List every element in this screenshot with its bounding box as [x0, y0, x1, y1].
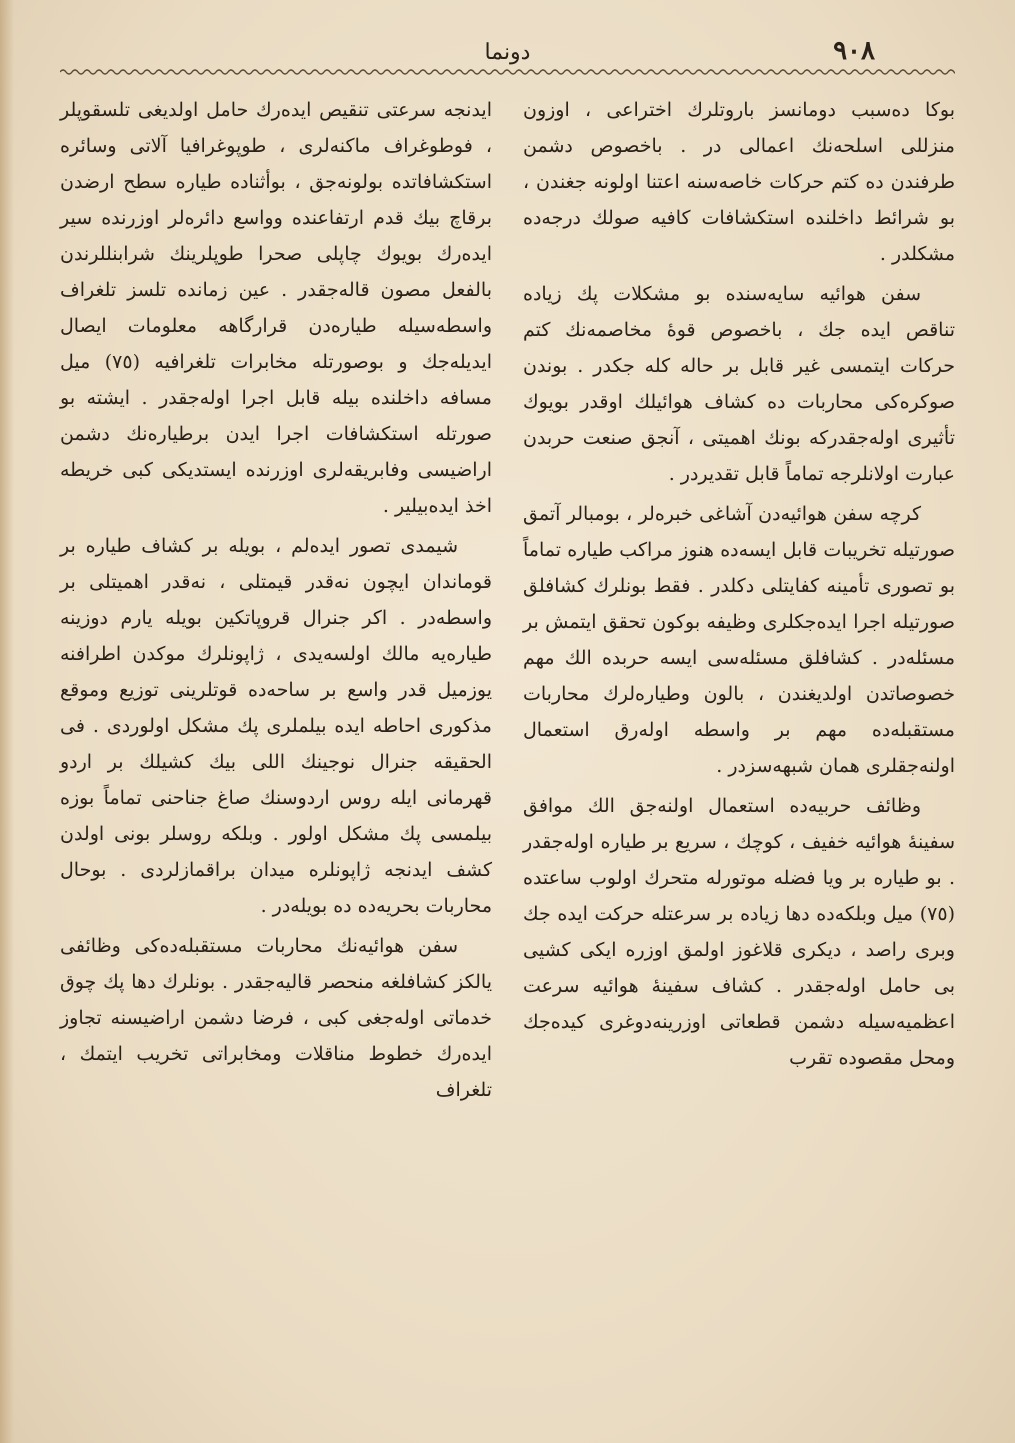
paragraph: كرچە سفن هوائيەدن آشاغى خبرەلر ، بومبالر آتمق صورتيلە تخريبات قابل ايسەدە هنوز مراكب طيارە تماماً بو تصورى تأمينە كفايتلى دكلدر . فقط بونلرك كشافلق صورتيلە اجرا ايدەجكلرى وظيفە بوكون تحقق ايتمش بر مسئلەدر . كشافلق مسئلەسى ايسە حربدە الك مهم خصوصاتدن اولديغندن ، بالون وطيارەلرك محاربات مستقبلەدە مهم بر واسطە اولەرق استعمال اولنەجقلرى همان شبهەسزدر .: [523, 503, 955, 777]
paragraph: سفن هوائيەنك محاربات مستقبلەدەكى وظائفى يالكز كشافلغە منحصر قاليەجقدر . بونلرك دها پك چوق خدماتى اولەجغى كبى ، فرضا دشمن اراضيسنە تجاوز ايدەرك خطوط مناقلات ومخابراتى تخريب ايتمك ، تلغراف: [60, 935, 492, 1101]
paragraph: سفن هوائيە سايەسندە بو مشكلات پك زيادە تناقص ايدە جك ، باخصوص قوۀ مخاصمەنك كتم حركات ايتمسى غير قابل بر حالە كلە جكدر . بوندن صوكرەكى محاربات دە كشاف هوائيلك اوقدر بويوك تأثيرى اولەجقدركە بونك اهميتى ، آنجق صنعت حربدن عبارت اولانلرجە تماماً قابل تقديردر .: [523, 283, 955, 485]
right-column: [523, 92, 955, 1402]
running-title: دونما: [484, 40, 531, 65]
scan-shadow-edge: [0, 0, 14, 1443]
header-wavy-rule: [60, 66, 955, 78]
paragraph: بوكا دەسبب دومانسز باروتلرك اختراعى ، اوزون منزللى اسلحەنك اعمالى در . باخصوص دشمن طرفندن دە كتم حركات خاصەسنە اعتنا اولونە جغندن ، بو شرائط داخلندە استكشافات كافيە صولك درجەدە مشكلدر .: [523, 99, 955, 265]
paragraph: وظائف حربيەدە استعمال اولنەجق الك موافق سفينۀ هوائيە خفيف ، كوچك ، سريع بر طيارە اولەجقدر . بو طيارە بر ويا فضلە موتورلە متحرك اولوب ساعتدە (٧٥) ميل وبلكەدە دها زيادە بر سرعتلە حركت ايدە جك وبرى راصد ، ديكرى قلاغوز اولمق اوزرە ايكى كشيى بى حامل اولەجقدر . كشاف سفينۀ هوائيە سرعت اعظميەسيلە دشمن قطعاتى اوزرينەدوغرى كيدەجك ومحل مقصودە تقرب: [523, 795, 955, 1069]
page-number: ٩٠٨: [833, 36, 875, 66]
paragraph: شيمدى تصور ايدەلم ، بويلە بر كشاف طيارە بر قوماندان ايچون نەقدر قيمتلى ، نەقدر اهميتلى بر واسطەدر . اكر جنرال قروپاتكين بويلە يارم دوزينە طيارەيە مالك اولسەيدى ، ژاپونلرك موكدن اطرافنە يوزميل قدر واسع بر ساحەدە قوتلرينى توزيع وموقع مذكورى احاطە ايدە بيلملرى پك مشكل اولوردى . فى الحقيقە جنرال نوجينك اللى بيك كشيلك بر اردو قهرمانى ايلە روس اردوسنك صاغ جناحنى تماماً بوزە بيلمسى پك مشكل اولور . وبلكە روسلر بونى اولدن كشف ايدنجە ژاپونلرە ميدان براقمازلردى . بوحال محاربات بحريەدە دە بويلەدر .: [60, 535, 492, 917]
left-column: [60, 92, 492, 1402]
text-columns: [60, 92, 955, 1402]
paragraph: ايدنجە سرعتى تنقيص ايدەرك حامل اولديغى تلسقوپلر ، فوطوغراف ماكنەلرى ، طوپوغرافيا آلاتى وسائرە استكشافاتدە بولونەجق ، بوأثنادە طيارە سطح ارضدن برقاچ بيك قدم ارتفاعندە وواسع دائرەلر اوزرندە سير ايدەرك بويوك چاپلى صحرا طوپلرينك شرابنللرندن بالفعل مصون قالەجقدر . عين زماندە تلسز تلغراف واسطەسيلە طيارەدن قرارگاهە معلومات ايصال ايديلەجك و بوصورتلە مخابرات تلغرافيە (٧٥) ميل مسافە داخلندە بيلە قابل اجرا اولەجقدر . ايشتە بو صورتلە استكشافات اجرا ايدن برطيارەنك دشمن اراضيسى وفابريقەلرى اوزرندە ايستديكى كبى خريطە اخذ ايدەبيلير .: [60, 99, 492, 517]
